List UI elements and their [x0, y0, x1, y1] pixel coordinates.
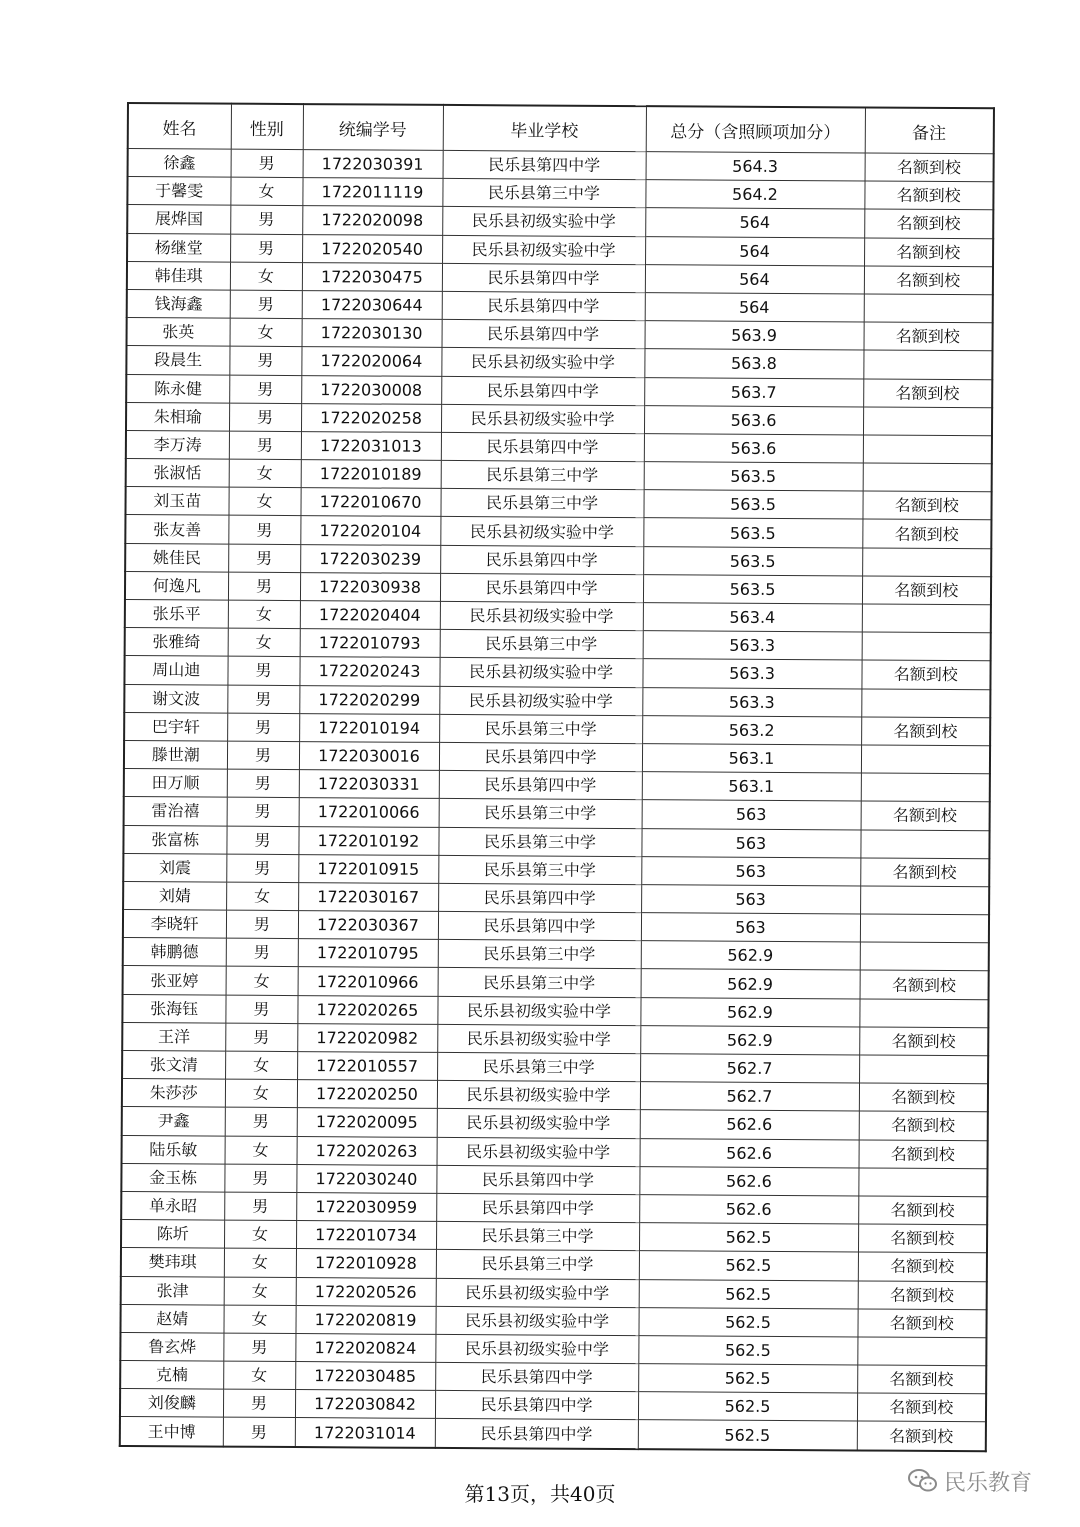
cell-score: 562.5 [638, 1392, 857, 1422]
cell-name: 徐鑫 [128, 149, 231, 178]
header-total-score: 总分（含照顾项加分） [646, 106, 865, 153]
cell-school: 民乐县第四中学 [440, 545, 643, 574]
cell-remark: 名额到校 [857, 1421, 986, 1450]
cell-school: 民乐县初级实验中学 [435, 1306, 638, 1335]
cell-remark: 名额到校 [859, 1083, 988, 1112]
cell-name: 张乐平 [125, 599, 228, 628]
cell-remark [861, 689, 990, 718]
cell-school: 民乐县初级实验中学 [435, 1334, 638, 1363]
cell-name: 巴宇轩 [124, 712, 227, 741]
cell-student-id: 1722010189 [301, 460, 441, 489]
cell-name: 张海钰 [122, 994, 225, 1023]
cell-name: 张亚婷 [123, 966, 226, 995]
cell-score: 563.5 [643, 574, 862, 604]
cell-name: 钱海鑫 [127, 289, 230, 318]
cell-school: 民乐县初级实验中学 [437, 1024, 640, 1053]
cell-school: 民乐县第四中学 [441, 432, 644, 461]
cell-name: 陈圻 [121, 1220, 224, 1249]
cell-student-id: 1722030644 [302, 291, 442, 320]
cell-gender: 男 [225, 1023, 297, 1052]
cell-school: 民乐县第三中学 [438, 827, 641, 856]
cell-remark: 名额到校 [865, 153, 994, 182]
cell-remark: 名额到校 [863, 322, 992, 351]
cell-score: 563.3 [643, 631, 862, 661]
cell-remark: 名额到校 [858, 1280, 987, 1309]
cell-remark [861, 773, 990, 802]
cell-school: 民乐县初级实验中学 [437, 1109, 640, 1138]
cell-name: 刘玉苗 [125, 487, 228, 516]
cell-student-id: 1722030008 [301, 375, 441, 404]
cell-remark: 名额到校 [864, 238, 993, 267]
cell-gender: 男 [227, 713, 299, 742]
cell-gender: 男 [228, 544, 300, 573]
cell-student-id: 1722010670 [300, 488, 440, 517]
cell-school: 民乐县第三中学 [438, 968, 641, 997]
cell-student-id: 1722020299 [299, 685, 439, 714]
cell-remark: 名额到校 [862, 491, 991, 520]
cell-gender: 女 [230, 318, 302, 347]
cell-gender: 男 [229, 431, 301, 460]
header-gender: 性别 [231, 104, 303, 150]
cell-name: 展烨国 [127, 205, 230, 234]
cell-gender: 男 [228, 572, 300, 601]
cell-gender: 女 [228, 628, 300, 657]
cell-score: 563.8 [644, 349, 863, 379]
cell-student-id: 1722010795 [298, 939, 438, 968]
cell-score: 563 [642, 800, 861, 830]
cell-student-id: 1722020819 [295, 1305, 435, 1334]
cell-score: 562.9 [640, 1025, 859, 1055]
cell-name: 单永昭 [121, 1191, 224, 1220]
cell-remark: 名额到校 [862, 519, 991, 548]
cell-remark: 名额到校 [859, 1140, 988, 1169]
cell-score: 563.1 [642, 772, 861, 802]
cell-student-id: 1722030391 [303, 150, 443, 179]
cell-school: 民乐县初级实验中学 [439, 686, 642, 715]
cell-school: 民乐县第四中学 [438, 883, 641, 912]
cell-score: 562.5 [638, 1420, 857, 1450]
cell-score: 562.5 [638, 1336, 857, 1366]
cell-remark: 名额到校 [858, 1224, 987, 1253]
cell-school: 民乐县初级实验中学 [441, 348, 644, 377]
header-school: 毕业学校 [443, 105, 646, 152]
cell-name: 刘婧 [123, 881, 226, 910]
cell-student-id: 1722011119 [302, 178, 442, 207]
cell-score: 562.6 [640, 1110, 859, 1140]
cell-name: 尹鑫 [122, 1107, 225, 1136]
cell-student-id: 1722010192 [298, 826, 438, 855]
cell-school: 民乐县第三中学 [440, 489, 643, 518]
cell-name: 克楠 [120, 1361, 223, 1390]
cell-name: 韩佳琪 [127, 261, 230, 290]
cell-remark [862, 548, 991, 577]
cell-name: 周山迪 [124, 656, 227, 685]
cell-school: 民乐县第四中学 [435, 1362, 638, 1391]
cell-school: 民乐县初级实验中学 [442, 235, 645, 264]
cell-name: 赵婧 [120, 1304, 223, 1333]
cell-score: 564 [645, 293, 864, 323]
cell-gender: 男 [230, 206, 302, 235]
cell-name: 张淑恬 [126, 459, 229, 488]
cell-score: 562.5 [638, 1364, 857, 1394]
cell-name: 杨继堂 [127, 233, 230, 262]
cell-remark: 名额到校 [861, 660, 990, 689]
cell-school: 民乐县第三中学 [439, 799, 642, 828]
cell-student-id: 1722031013 [301, 431, 441, 460]
cell-name: 雷治禧 [124, 797, 227, 826]
admission-table [119, 102, 995, 1452]
cell-score: 562.5 [639, 1223, 858, 1253]
cell-gender: 女 [226, 882, 298, 911]
cell-gender: 女 [228, 600, 300, 629]
cell-name: 韩鹏德 [123, 938, 226, 967]
cell-remark [858, 1168, 987, 1197]
cell-school: 民乐县第四中学 [436, 1193, 639, 1222]
cell-remark: 名额到校 [860, 858, 989, 887]
cell-remark: 名额到校 [861, 801, 990, 830]
cell-name: 陈永健 [126, 374, 229, 403]
cell-score: 562.6 [639, 1166, 858, 1196]
cell-gender: 男 [223, 1418, 295, 1447]
cell-student-id: 1722020982 [297, 1023, 437, 1052]
cell-name: 于馨雯 [127, 177, 230, 206]
cell-remark: 名额到校 [859, 1111, 988, 1140]
cell-name: 段晨生 [126, 346, 229, 375]
cell-score: 562.5 [639, 1279, 858, 1309]
cell-gender: 男 [223, 1333, 295, 1362]
cell-gender: 女 [223, 1305, 295, 1334]
cell-student-id: 1722020526 [296, 1277, 436, 1306]
cell-gender: 男 [227, 769, 299, 798]
cell-score: 562.7 [640, 1054, 859, 1084]
cell-gender: 男 [227, 741, 299, 770]
cell-remark: 名额到校 [864, 266, 993, 295]
cell-name: 张文清 [122, 1050, 225, 1079]
cell-remark [860, 829, 989, 858]
cell-name: 陆乐敏 [122, 1135, 225, 1164]
cell-student-id: 1722010915 [298, 854, 438, 883]
cell-gender: 女 [230, 177, 302, 206]
cell-name: 张英 [127, 318, 230, 347]
table-header-row [128, 103, 994, 154]
cell-remark [863, 463, 992, 492]
cell-school: 民乐县第四中学 [441, 376, 644, 405]
cell-score: 562.9 [641, 941, 860, 971]
cell-gender: 男 [224, 1164, 296, 1193]
cell-score: 563.6 [644, 434, 863, 464]
cell-school: 民乐县第四中学 [439, 771, 642, 800]
cell-school: 民乐县第四中学 [438, 911, 641, 940]
cell-school: 民乐县初级实验中学 [437, 1137, 640, 1166]
cell-student-id: 1722010793 [300, 629, 440, 658]
cell-gender: 女 [226, 967, 298, 996]
cell-remark [863, 350, 992, 379]
cell-name: 李万涛 [126, 430, 229, 459]
cell-gender: 女 [225, 1051, 297, 1080]
cell-gender: 男 [224, 1192, 296, 1221]
cell-score: 563.7 [644, 377, 863, 407]
cell-student-id: 1722010966 [298, 967, 438, 996]
cell-score: 563.5 [643, 490, 862, 520]
cell-score: 563.5 [643, 546, 862, 576]
cell-score: 562.6 [639, 1195, 858, 1225]
cell-gender: 男 [227, 797, 299, 826]
watermark [908, 1463, 1068, 1499]
cell-remark: 名额到校 [857, 1309, 986, 1338]
cell-remark [861, 745, 990, 774]
cell-school: 民乐县第四中学 [436, 1165, 639, 1194]
cell-name: 刘俊麟 [120, 1389, 223, 1418]
cell-student-id: 1722030959 [296, 1192, 436, 1221]
cell-score: 563.3 [642, 687, 861, 717]
cell-student-id: 1722020250 [297, 1080, 437, 1109]
cell-remark: 名额到校 [857, 1393, 986, 1422]
cell-student-id: 1722020095 [297, 1108, 437, 1137]
cell-name: 何逸凡 [125, 571, 228, 600]
cell-score: 563.1 [642, 744, 861, 774]
cell-remark [860, 942, 989, 971]
cell-score: 563 [641, 856, 860, 886]
cell-score: 564.2 [645, 180, 864, 210]
cell-school: 民乐县第四中学 [443, 150, 646, 179]
cell-student-id: 1722020265 [297, 995, 437, 1024]
cell-score: 563.6 [644, 405, 863, 435]
cell-name: 刘震 [123, 853, 226, 882]
cell-student-id: 1722010734 [296, 1221, 436, 1250]
cell-student-id: 1722030331 [299, 770, 439, 799]
cell-student-id: 1722030240 [296, 1164, 436, 1193]
cell-name: 田万顺 [124, 769, 227, 798]
cell-school: 民乐县初级实验中学 [439, 658, 642, 687]
cell-student-id: 1722030367 [298, 911, 438, 940]
cell-gender: 男 [229, 346, 301, 375]
cell-remark [857, 1337, 986, 1366]
cell-student-id: 1722030239 [300, 544, 440, 573]
cell-gender: 男 [226, 826, 298, 855]
cell-student-id: 1722010928 [296, 1249, 436, 1278]
cell-gender: 女 [224, 1277, 296, 1306]
cell-gender: 女 [229, 459, 301, 488]
watermark-text: 民乐教育 [944, 1470, 1033, 1496]
cell-remark: 名额到校 [862, 576, 991, 605]
cell-student-id: 1722030016 [299, 742, 439, 771]
cell-score: 563.4 [643, 603, 862, 633]
cell-remark: 名额到校 [861, 717, 990, 746]
cell-school: 民乐县初级实验中学 [442, 207, 645, 236]
cell-school: 民乐县初级实验中学 [436, 1278, 639, 1307]
cell-name: 金玉栋 [121, 1163, 224, 1192]
cell-name: 王中博 [120, 1417, 223, 1446]
cell-school: 民乐县第三中学 [436, 1250, 639, 1279]
cell-school: 民乐县第四中学 [442, 320, 645, 349]
cell-student-id: 1722030475 [302, 262, 442, 291]
cell-remark: 名额到校 [858, 1252, 987, 1281]
cell-remark [860, 914, 989, 943]
cell-remark [863, 407, 992, 436]
header-remark: 备注 [865, 108, 994, 154]
cell-gender: 女 [225, 1079, 297, 1108]
cell-gender: 女 [224, 1248, 296, 1277]
cell-name: 朱莎莎 [122, 1079, 225, 1108]
cell-score: 563.3 [642, 659, 861, 689]
cell-gender: 男 [226, 854, 298, 883]
cell-remark [862, 604, 991, 633]
cell-name: 张友善 [125, 515, 228, 544]
cell-gender: 男 [230, 234, 302, 263]
cell-name: 张雅绮 [125, 628, 228, 657]
cell-remark [864, 294, 993, 323]
cell-student-id: 1722020064 [301, 347, 441, 376]
cell-remark: 名额到校 [864, 181, 993, 210]
cell-score: 562.9 [641, 969, 860, 999]
cell-school: 民乐县第四中学 [439, 742, 642, 771]
cell-student-id: 1722020098 [302, 206, 442, 235]
cell-gender: 男 [227, 685, 299, 714]
cell-student-id: 1722020258 [301, 403, 441, 432]
cell-school: 民乐县初级实验中学 [437, 996, 640, 1025]
cell-remark: 名额到校 [858, 1196, 987, 1225]
cell-name: 李晓轩 [123, 910, 226, 939]
cell-score: 563.9 [645, 321, 864, 351]
cell-gender: 女 [223, 1361, 295, 1390]
cell-score: 562.5 [638, 1307, 857, 1337]
cell-school: 民乐县第三中学 [442, 179, 645, 208]
cell-name: 张津 [121, 1276, 224, 1305]
cell-gender: 男 [230, 290, 302, 319]
cell-remark: 名额到校 [857, 1365, 986, 1394]
cell-remark: 名额到校 [860, 970, 989, 999]
cell-score: 562.7 [640, 1082, 859, 1112]
table-wrapper [119, 102, 993, 1452]
cell-school: 民乐县初级实验中学 [440, 601, 643, 630]
cell-gender: 女 [224, 1220, 296, 1249]
cell-name: 鲁玄烨 [120, 1332, 223, 1361]
cell-student-id: 1722010066 [299, 798, 439, 827]
cell-student-id: 1722020104 [300, 516, 440, 545]
cell-remark: 名额到校 [864, 209, 993, 238]
cell-remark [863, 435, 992, 464]
cell-school: 民乐县第四中学 [442, 263, 645, 292]
cell-gender: 男 [227, 656, 299, 685]
cell-school: 民乐县初级实验中学 [440, 517, 643, 546]
cell-gender: 女 [230, 262, 302, 291]
cell-school: 民乐县第三中学 [436, 1222, 639, 1251]
cell-student-id: 1722010557 [297, 1052, 437, 1081]
cell-school: 民乐县初级实验中学 [441, 404, 644, 433]
cell-score: 562.5 [639, 1251, 858, 1281]
cell-name: 樊玮琪 [121, 1248, 224, 1277]
cell-remark [862, 632, 991, 661]
cell-score: 563.2 [642, 715, 861, 745]
cell-school: 民乐县第三中学 [439, 714, 642, 743]
cell-score: 564 [645, 236, 864, 266]
cell-school: 民乐县第三中学 [441, 460, 644, 489]
cell-school: 民乐县第四中学 [435, 1391, 638, 1420]
cell-student-id: 1722020404 [300, 601, 440, 630]
cell-gender: 男 [223, 1389, 295, 1418]
page-number: 第13页，共40页 [464, 1482, 616, 1506]
cell-student-id: 1722030130 [302, 319, 442, 348]
cell-gender: 男 [229, 403, 301, 432]
header-name: 姓名 [128, 103, 231, 149]
cell-gender: 男 [225, 995, 297, 1024]
cell-gender: 女 [228, 487, 300, 516]
cell-score: 563 [641, 913, 860, 943]
cell-student-id: 1722020263 [297, 1136, 437, 1165]
cell-remark: 名额到校 [863, 379, 992, 408]
cell-remark [860, 886, 989, 915]
cell-score: 564.3 [646, 152, 865, 182]
cell-score: 563.5 [643, 518, 862, 548]
header-student-id: 统编学号 [303, 104, 443, 150]
cell-remark [859, 1055, 988, 1084]
cell-student-id: 1722030485 [295, 1362, 435, 1391]
cell-name: 姚佳民 [125, 543, 228, 572]
cell-remark: 名额到校 [859, 1027, 988, 1056]
cell-score: 564 [645, 208, 864, 238]
cell-school: 民乐县第三中学 [438, 855, 641, 884]
cell-score: 564 [645, 264, 864, 294]
cell-school: 民乐县第三中学 [440, 630, 643, 659]
cell-gender: 男 [225, 1107, 297, 1136]
cell-name: 王洋 [122, 1022, 225, 1051]
cell-gender: 男 [226, 910, 298, 939]
cell-gender: 男 [229, 375, 301, 404]
cell-gender: 男 [231, 149, 303, 178]
cell-student-id: 1722030938 [300, 572, 440, 601]
cell-name: 张富栋 [123, 825, 226, 854]
cell-score: 563 [641, 885, 860, 915]
cell-student-id: 1722030842 [295, 1390, 435, 1419]
cell-school: 民乐县第四中学 [442, 291, 645, 320]
cell-student-id: 1722020824 [295, 1333, 435, 1362]
cell-gender: 男 [226, 938, 298, 967]
cell-student-id: 1722020540 [302, 234, 442, 263]
cell-student-id: 1722010194 [299, 713, 439, 742]
cell-name: 滕世潮 [124, 740, 227, 769]
cell-name: 朱相瑜 [126, 402, 229, 431]
cell-name: 谢文波 [124, 684, 227, 713]
cell-student-id: 1722030167 [298, 882, 438, 911]
cell-remark [859, 999, 988, 1028]
cell-score: 562.9 [640, 997, 859, 1027]
wechat-icon [908, 1468, 938, 1494]
table-row [120, 1417, 986, 1451]
cell-gender: 男 [228, 516, 300, 545]
cell-school: 民乐县第四中学 [440, 573, 643, 602]
cell-gender: 女 [225, 1136, 297, 1165]
cell-score: 563 [641, 828, 860, 858]
cell-score: 563.5 [644, 462, 863, 492]
cell-school: 民乐县第三中学 [437, 1052, 640, 1081]
cell-school: 民乐县第三中学 [438, 940, 641, 969]
cell-school: 民乐县初级实验中学 [437, 1081, 640, 1110]
table-body [120, 149, 994, 1451]
cell-score: 562.6 [640, 1138, 859, 1168]
cell-student-id: 1722020243 [299, 657, 439, 686]
cell-school: 民乐县第四中学 [435, 1419, 638, 1449]
cell-student-id: 1722031014 [295, 1418, 435, 1448]
